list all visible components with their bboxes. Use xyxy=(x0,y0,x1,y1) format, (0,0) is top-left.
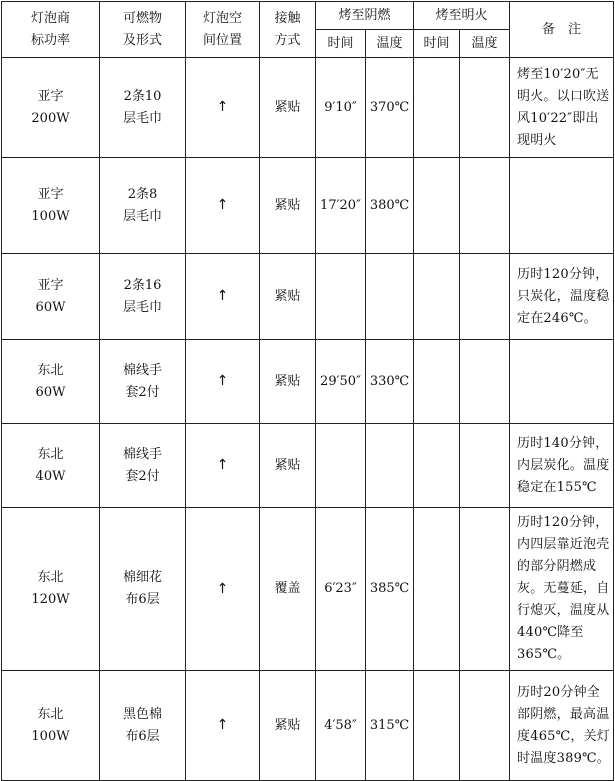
bulb-rating-cell: 亚字 100W xyxy=(2,158,100,254)
flame-temperature-cell xyxy=(460,58,510,158)
table-row xyxy=(2,671,614,781)
smolder-time-cell xyxy=(316,424,366,508)
smolder-temperature-cell: 370℃ xyxy=(366,58,414,158)
header-bulb-position: 灯泡空 间位置 xyxy=(186,2,260,58)
up-arrow-icon xyxy=(186,254,260,340)
position-arrow: ↑ xyxy=(216,457,229,473)
flame-temperature-cell xyxy=(460,340,510,424)
header-combustible: 可燃物 及形式 xyxy=(100,2,186,58)
table-row xyxy=(2,254,614,340)
bulb-rating-cell: 亚字 200W xyxy=(2,58,100,158)
bulb-rating-cell: 东北 60W xyxy=(2,340,100,424)
header-smolder-temperature: 温度 xyxy=(366,30,414,58)
flame-temperature-cell xyxy=(460,158,510,254)
smolder-temperature-cell xyxy=(366,424,414,508)
bulb-rating-cell: 东北 40W xyxy=(2,424,100,508)
table-row xyxy=(2,508,614,671)
smolder-time-cell: 29′50″ xyxy=(316,340,366,424)
position-arrow: ↑ xyxy=(216,717,229,733)
up-arrow-icon xyxy=(186,508,260,671)
smolder-time-cell: 9′10″ xyxy=(316,58,366,158)
remark-cell xyxy=(510,158,614,254)
bulb-rating-cell: 东北 100W xyxy=(2,671,100,781)
flame-time-cell xyxy=(414,158,460,254)
bulb-ignition-test-table xyxy=(1,1,614,781)
smolder-time-cell: 6′23″ xyxy=(316,508,366,671)
table-row xyxy=(2,158,614,254)
remark-cell: 烤至10′20″无明火。以口吹送风10′22″即出现明火 xyxy=(510,58,614,158)
smolder-temperature-cell: 385℃ xyxy=(366,508,414,671)
flame-time-cell xyxy=(414,508,460,671)
flame-time-cell xyxy=(414,340,460,424)
position-arrow: ↑ xyxy=(216,580,229,597)
smolder-temperature-cell: 330℃ xyxy=(366,340,414,424)
position-arrow: ↑ xyxy=(216,197,229,213)
contact-mode-cell: 紧贴 xyxy=(260,340,316,424)
position-arrow: ↑ xyxy=(216,288,229,304)
up-arrow-icon xyxy=(186,340,260,424)
remark-cell: 历时120分钟，内四层靠近泡壳的部分阴燃成灰。无蔓延，自行熄灭，温度从440℃降至365℃。 xyxy=(510,508,614,671)
contact-mode-cell: 紧贴 xyxy=(260,58,316,158)
combustible-cell: 棉线手 套2付 xyxy=(100,424,186,508)
smolder-temperature-cell: 315℃ xyxy=(366,671,414,781)
smolder-time-cell: 4′58″ xyxy=(316,671,366,781)
bulb-rating-cell: 亚字 60W xyxy=(2,254,100,340)
table-row xyxy=(2,424,614,508)
up-arrow-icon xyxy=(186,58,260,158)
contact-mode-cell: 覆盖 xyxy=(260,508,316,671)
bulb-rating-cell: 东北 120W xyxy=(2,508,100,671)
flame-temperature-cell xyxy=(460,254,510,340)
remark-cell xyxy=(510,340,614,424)
header-remarks: 备 注 xyxy=(510,2,614,58)
header-contact-mode: 接触 方式 xyxy=(260,2,316,58)
header-bulb-rating: 灯泡商 标功率 xyxy=(2,2,100,58)
table-row xyxy=(2,58,614,158)
combustible-cell: 2条10 层毛巾 xyxy=(100,58,186,158)
smolder-temperature-cell: 380℃ xyxy=(366,158,414,254)
remark-cell: 历时140分钟，内层炭化。温度稳定在155℃ xyxy=(510,424,614,508)
flame-time-cell xyxy=(414,671,460,781)
flame-temperature-cell xyxy=(460,671,510,781)
header-flame-group: 烤至明火 xyxy=(414,2,510,30)
header-flame-temperature: 温度 xyxy=(460,30,510,58)
combustible-cell: 2条8 层毛巾 xyxy=(100,158,186,254)
remark-cell: 历时20分钟全部阴燃，最高温度465℃，关灯时温度389℃。 xyxy=(510,671,614,781)
up-arrow-icon xyxy=(186,671,260,781)
flame-temperature-cell xyxy=(460,508,510,671)
combustible-cell: 黑色棉 布6层 xyxy=(100,671,186,781)
smolder-time-cell xyxy=(316,254,366,340)
contact-mode-cell: 紧贴 xyxy=(260,671,316,781)
combustible-cell: 棉线手 套2付 xyxy=(100,340,186,424)
header-flame-time: 时间 xyxy=(414,30,460,58)
flame-temperature-cell xyxy=(460,424,510,508)
smolder-temperature-cell xyxy=(366,254,414,340)
flame-time-cell xyxy=(414,424,460,508)
position-arrow: ↑ xyxy=(216,99,229,115)
table-row xyxy=(2,340,614,424)
contact-mode-cell: 紧贴 xyxy=(260,254,316,340)
position-arrow: ↑ xyxy=(216,373,229,389)
flame-time-cell xyxy=(414,254,460,340)
combustible-cell: 2条16 层毛巾 xyxy=(100,254,186,340)
up-arrow-icon xyxy=(186,158,260,254)
up-arrow-icon xyxy=(186,424,260,508)
contact-mode-cell: 紧贴 xyxy=(260,424,316,508)
combustible-cell: 棉细花 布6层 xyxy=(100,508,186,671)
header-smolder-group: 烤至阴燃 xyxy=(316,2,414,30)
contact-mode-cell: 紧贴 xyxy=(260,158,316,254)
flame-time-cell xyxy=(414,58,460,158)
remark-cell: 历时120分钟，只炭化，温度稳定在246℃。 xyxy=(510,254,614,340)
smolder-time-cell: 17′20″ xyxy=(316,158,366,254)
header-smolder-time: 时间 xyxy=(316,30,366,58)
